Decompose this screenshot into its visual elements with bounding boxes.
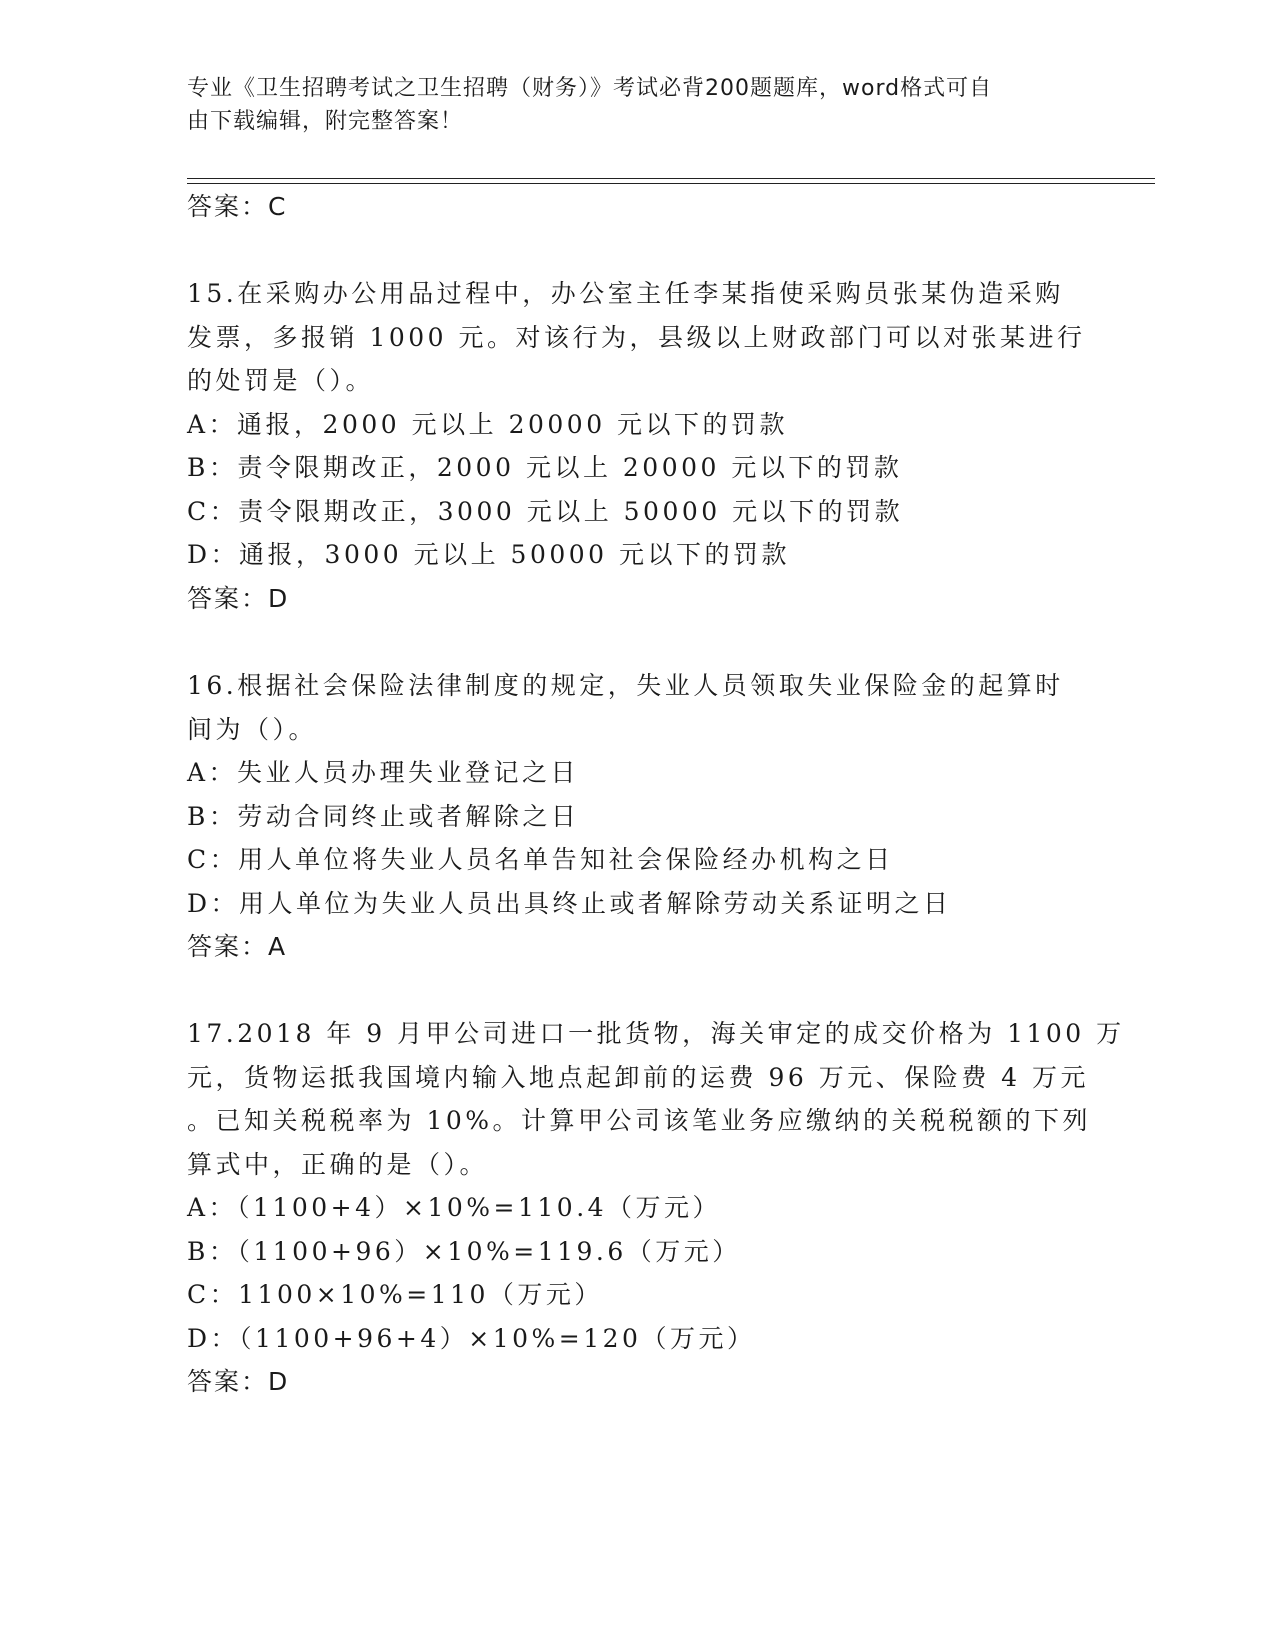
answer: 答案：D <box>187 584 290 613</box>
header-divider-bottom <box>187 183 1155 184</box>
option-d: D：（1100+96+4）×10%=120（万元） <box>187 1324 756 1353</box>
answer: 答案：D <box>187 1367 290 1396</box>
question-text-line: 元，货物运抵我国境内输入地点起卸前的运费 96 万元、保险费 4 万元 <box>187 1063 1090 1092</box>
document-header <box>187 72 1067 138</box>
question-text-line: 17.2018 年 9 月甲公司进口一批货物，海关审定的成交价格为 1100 万 <box>187 1019 1125 1048</box>
answer: 答案：A <box>187 932 288 961</box>
option-d: D：用人单位为失业人员出具终止或者解除劳动关系证明之日 <box>187 889 952 918</box>
question-text-line: 间为（）。 <box>187 715 318 744</box>
option-c: C：1100×10%=110（万元） <box>187 1280 603 1309</box>
option-d: D：通报，3000 元以上 50000 元以下的罚款 <box>187 540 791 569</box>
previous-answer: 答案：C <box>187 192 288 221</box>
header-line-1: 专业《卫生招聘考试之卫生招聘（财务）》考试必背200题题库，word格式可自 <box>187 76 993 101</box>
option-c: C：用人单位将失业人员名单告知社会保险经办机构之日 <box>187 845 894 874</box>
question-text-line: 。已知关税税率为 10%。计算甲公司该笔业务应缴纳的关税税额的下列 <box>187 1106 1092 1135</box>
option-a: A：失业人员办理失业登记之日 <box>187 758 580 787</box>
option-b: B：劳动合同终止或者解除之日 <box>187 802 580 831</box>
question-text-line: 发票，多报销 1000 元。对该行为，县级以上财政部门可以对张某进行 <box>187 323 1086 352</box>
question-text-line: 的处罚是（）。 <box>187 366 375 395</box>
option-b: B：责令限期改正，2000 元以上 20000 元以下的罚款 <box>187 453 903 482</box>
question-text-line: 15.在采购办公用品过程中，办公室主任李某指使采购员张某伪造采购 <box>187 279 1064 308</box>
option-a: A：通报，2000 元以上 20000 元以下的罚款 <box>187 410 789 439</box>
header-divider-top <box>187 178 1155 179</box>
option-b: B：（1100+96）×10%=119.6（万元） <box>187 1237 741 1266</box>
header-line-2: 由下载编辑，附完整答案！ <box>187 109 464 134</box>
question-text-line: 算式中，正确的是（）。 <box>187 1150 489 1179</box>
question-text-line: 16.根据社会保险法律制度的规定，失业人员领取失业保险金的起算时 <box>187 671 1064 700</box>
option-c: C：责令限期改正，3000 元以上 50000 元以下的罚款 <box>187 497 904 526</box>
option-a: A：（1100+4）×10%=110.4（万元） <box>187 1193 722 1222</box>
